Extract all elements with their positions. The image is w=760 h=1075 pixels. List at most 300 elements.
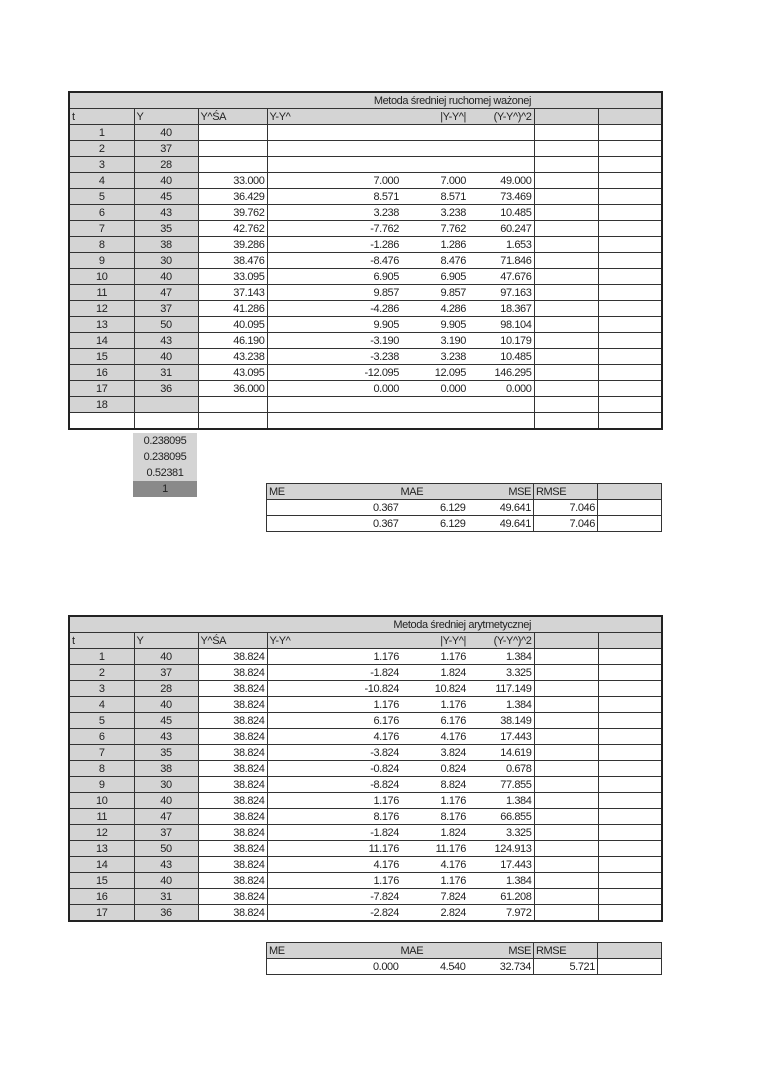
empty-cell[interactable]	[598, 841, 662, 857]
cell-squared-error[interactable]: 66.855	[468, 809, 534, 825]
cell-squared-error[interactable]: 1.384	[468, 793, 534, 809]
cell-abs-error[interactable]: 7.762	[401, 221, 468, 237]
cell-t[interactable]: 18	[69, 397, 134, 413]
cell-error[interactable]: 3.238	[267, 205, 401, 221]
cell-error[interactable]: -7.762	[267, 221, 401, 237]
cell-y[interactable]: 37	[134, 825, 198, 841]
cell-forecast[interactable]: 33.000	[198, 173, 267, 189]
cell-error[interactable]	[267, 141, 401, 157]
cell-y[interactable]: 43	[134, 729, 198, 745]
cell-forecast[interactable]: 42.762	[198, 221, 267, 237]
cell-squared-error[interactable]: 3.325	[468, 665, 534, 681]
cell-squared-error[interactable]: 73.469	[468, 189, 534, 205]
rmse-value[interactable]: 7.046	[534, 500, 598, 516]
cell-y[interactable]: 45	[134, 713, 198, 729]
cell-squared-error[interactable]: 1.653	[468, 237, 534, 253]
cell-forecast[interactable]: 38.824	[198, 825, 267, 841]
cell-y[interactable]: 28	[134, 681, 198, 697]
cell-y[interactable]: 40	[134, 173, 198, 189]
empty-cell[interactable]	[598, 516, 662, 532]
empty-cell[interactable]	[534, 681, 598, 697]
cell-y[interactable]: 40	[134, 125, 198, 141]
empty-cell[interactable]	[598, 333, 662, 349]
cell-y[interactable]: 40	[134, 649, 198, 665]
me-value[interactable]: 0.367	[267, 516, 401, 532]
cell-y[interactable]: 45	[134, 189, 198, 205]
empty-cell[interactable]	[598, 793, 662, 809]
cell-abs-error[interactable]: 8.476	[401, 253, 468, 269]
cell-t[interactable]: 14	[69, 333, 134, 349]
empty-cell[interactable]	[598, 825, 662, 841]
cell-squared-error[interactable]: 1.384	[468, 649, 534, 665]
empty-cell[interactable]	[598, 697, 662, 713]
cell-t[interactable]: 4	[69, 697, 134, 713]
cell-abs-error[interactable]: 8.824	[401, 777, 468, 793]
cell-forecast[interactable]: 36.429	[198, 189, 267, 205]
empty-cell[interactable]	[534, 809, 598, 825]
cell-squared-error[interactable]: 60.247	[468, 221, 534, 237]
cell-squared-error[interactable]	[468, 157, 534, 173]
cell-y[interactable]: 47	[134, 809, 198, 825]
cell-y[interactable]: 40	[134, 873, 198, 889]
cell-squared-error[interactable]	[468, 413, 534, 430]
cell-error[interactable]	[267, 125, 401, 141]
cell-abs-error[interactable]: 3.190	[401, 333, 468, 349]
cell-forecast[interactable]: 43.095	[198, 365, 267, 381]
cell-abs-error[interactable]: 11.176	[401, 841, 468, 857]
cell-abs-error[interactable]: 1.824	[401, 825, 468, 841]
cell-t[interactable]: 7	[69, 745, 134, 761]
cell-y[interactable]: 40	[134, 349, 198, 365]
cell-forecast[interactable]: 36.000	[198, 381, 267, 397]
cell-t[interactable]: 8	[69, 761, 134, 777]
empty-cell[interactable]	[598, 959, 662, 975]
cell-y[interactable]: 35	[134, 745, 198, 761]
empty-cell[interactable]	[598, 365, 662, 381]
cell-t[interactable]: 17	[69, 905, 134, 922]
cell-t[interactable]: 3	[69, 157, 134, 173]
empty-cell[interactable]	[534, 397, 598, 413]
cell-error[interactable]: 1.176	[267, 697, 401, 713]
cell-squared-error[interactable]: 117.149	[468, 681, 534, 697]
cell-abs-error[interactable]: 3.824	[401, 745, 468, 761]
rmse-value[interactable]: 5.721	[534, 959, 598, 975]
cell-abs-error[interactable]: 12.095	[401, 365, 468, 381]
cell-squared-error[interactable]: 38.149	[468, 713, 534, 729]
empty-cell[interactable]	[534, 761, 598, 777]
cell-y[interactable]: 37	[134, 665, 198, 681]
cell-squared-error[interactable]: 98.104	[468, 317, 534, 333]
cell-squared-error[interactable]: 10.485	[468, 349, 534, 365]
cell-abs-error[interactable]: 7.000	[401, 173, 468, 189]
cell-y[interactable]: 38	[134, 761, 198, 777]
cell-t[interactable]: 13	[69, 841, 134, 857]
empty-cell[interactable]	[534, 713, 598, 729]
cell-forecast[interactable]: 38.824	[198, 793, 267, 809]
cell-squared-error[interactable]: 71.846	[468, 253, 534, 269]
cell-abs-error[interactable]: 2.824	[401, 905, 468, 922]
cell-forecast[interactable]: 38.824	[198, 841, 267, 857]
empty-cell[interactable]	[534, 333, 598, 349]
cell-forecast[interactable]: 40.095	[198, 317, 267, 333]
cell-abs-error[interactable]: 1.176	[401, 649, 468, 665]
cell-y[interactable]: 37	[134, 141, 198, 157]
cell-error[interactable]: 8.571	[267, 189, 401, 205]
empty-cell[interactable]	[534, 793, 598, 809]
empty-cell[interactable]	[598, 809, 662, 825]
cell-error[interactable]: -3.190	[267, 333, 401, 349]
empty-cell[interactable]	[598, 349, 662, 365]
cell-t[interactable]: 11	[69, 809, 134, 825]
empty-cell[interactable]	[534, 413, 598, 430]
mae-value[interactable]: 6.129	[401, 500, 468, 516]
mae-value[interactable]: 4.540	[401, 959, 468, 975]
cell-abs-error[interactable]: 6.905	[401, 269, 468, 285]
cell-error[interactable]: -1.824	[267, 825, 401, 841]
cell-abs-error[interactable]: 1.176	[401, 873, 468, 889]
empty-cell[interactable]	[534, 205, 598, 221]
cell-squared-error[interactable]	[468, 397, 534, 413]
mse-value[interactable]: 49.641	[468, 500, 534, 516]
cell-forecast[interactable]	[198, 413, 267, 430]
empty-cell[interactable]	[534, 317, 598, 333]
empty-cell[interactable]	[534, 237, 598, 253]
cell-abs-error[interactable]: 7.824	[401, 889, 468, 905]
empty-cell[interactable]	[534, 697, 598, 713]
cell-squared-error[interactable]: 0.000	[468, 381, 534, 397]
cell-error[interactable]: -0.824	[267, 761, 401, 777]
cell-error[interactable]: 1.176	[267, 793, 401, 809]
cell-abs-error[interactable]: 1.824	[401, 665, 468, 681]
cell-y[interactable]: 47	[134, 285, 198, 301]
cell-forecast[interactable]: 38.824	[198, 697, 267, 713]
cell-t[interactable]: 9	[69, 253, 134, 269]
cell-t[interactable]: 6	[69, 729, 134, 745]
cell-forecast[interactable]: 38.824	[198, 681, 267, 697]
cell-abs-error[interactable]	[401, 397, 468, 413]
empty-cell[interactable]	[598, 889, 662, 905]
cell-abs-error[interactable]	[401, 413, 468, 430]
empty-cell[interactable]	[598, 285, 662, 301]
empty-cell[interactable]	[534, 253, 598, 269]
cell-error[interactable]: -7.824	[267, 889, 401, 905]
empty-cell[interactable]	[598, 745, 662, 761]
cell-abs-error[interactable]: 0.000	[401, 381, 468, 397]
cell-t[interactable]: 10	[69, 793, 134, 809]
cell-forecast[interactable]: 38.824	[198, 761, 267, 777]
cell-y[interactable]: 30	[134, 777, 198, 793]
cell-forecast[interactable]: 38.824	[198, 857, 267, 873]
cell-abs-error[interactable]: 3.238	[401, 205, 468, 221]
cell-squared-error[interactable]: 1.384	[468, 697, 534, 713]
empty-cell[interactable]	[598, 777, 662, 793]
cell-error[interactable]: -8.824	[267, 777, 401, 793]
cell-abs-error[interactable]: 0.824	[401, 761, 468, 777]
empty-cell[interactable]	[534, 285, 598, 301]
empty-cell[interactable]	[598, 665, 662, 681]
empty-cell[interactable]	[598, 253, 662, 269]
cell-t[interactable]: 1	[69, 125, 134, 141]
empty-cell[interactable]	[598, 205, 662, 221]
cell-abs-error[interactable]: 10.824	[401, 681, 468, 697]
cell-abs-error[interactable]: 8.571	[401, 189, 468, 205]
empty-cell[interactable]	[534, 777, 598, 793]
cell-error[interactable]: 4.176	[267, 729, 401, 745]
mse-value[interactable]: 49.641	[468, 516, 534, 532]
cell-y[interactable]: 40	[134, 269, 198, 285]
empty-cell[interactable]	[534, 301, 598, 317]
cell-forecast[interactable]: 37.143	[198, 285, 267, 301]
cell-forecast[interactable]: 38.824	[198, 745, 267, 761]
cell-y[interactable]: 40	[134, 697, 198, 713]
cell-abs-error[interactable]	[401, 157, 468, 173]
empty-cell[interactable]	[598, 141, 662, 157]
cell-squared-error[interactable]: 3.325	[468, 825, 534, 841]
cell-forecast[interactable]: 38.824	[198, 713, 267, 729]
cell-t[interactable]: 1	[69, 649, 134, 665]
empty-cell[interactable]	[534, 221, 598, 237]
cell-forecast[interactable]: 38.824	[198, 873, 267, 889]
cell-t[interactable]: 15	[69, 873, 134, 889]
empty-cell[interactable]	[598, 905, 662, 922]
cell-squared-error[interactable]: 14.619	[468, 745, 534, 761]
empty-cell[interactable]	[534, 173, 598, 189]
cell-squared-error[interactable]: 10.179	[468, 333, 534, 349]
cell-squared-error[interactable]: 77.855	[468, 777, 534, 793]
cell-t[interactable]: 10	[69, 269, 134, 285]
cell-t[interactable]	[69, 413, 134, 430]
cell-abs-error[interactable]: 4.176	[401, 857, 468, 873]
weight-cell[interactable]: 0.238095	[133, 449, 197, 465]
empty-cell[interactable]	[534, 381, 598, 397]
cell-t[interactable]: 3	[69, 681, 134, 697]
cell-error[interactable]	[267, 397, 401, 413]
cell-abs-error[interactable]: 1.176	[401, 793, 468, 809]
mse-value[interactable]: 32.734	[468, 959, 534, 975]
empty-cell[interactable]	[534, 649, 598, 665]
cell-squared-error[interactable]: 0.678	[468, 761, 534, 777]
empty-cell[interactable]	[598, 761, 662, 777]
cell-t[interactable]: 16	[69, 365, 134, 381]
me-value[interactable]: 0.367	[267, 500, 401, 516]
empty-cell[interactable]	[534, 889, 598, 905]
empty-cell[interactable]	[598, 681, 662, 697]
cell-error[interactable]: -12.095	[267, 365, 401, 381]
cell-abs-error[interactable]: 4.176	[401, 729, 468, 745]
cell-squared-error[interactable]: 47.676	[468, 269, 534, 285]
cell-error[interactable]: 7.000	[267, 173, 401, 189]
cell-forecast[interactable]: 38.824	[198, 777, 267, 793]
cell-y[interactable]: 36	[134, 905, 198, 922]
cell-error[interactable]: -3.238	[267, 349, 401, 365]
cell-y[interactable]: 30	[134, 253, 198, 269]
cell-forecast[interactable]: 41.286	[198, 301, 267, 317]
empty-cell[interactable]	[598, 873, 662, 889]
cell-t[interactable]: 16	[69, 889, 134, 905]
cell-squared-error[interactable]: 124.913	[468, 841, 534, 857]
empty-cell[interactable]	[534, 665, 598, 681]
empty-cell[interactable]	[598, 729, 662, 745]
weight-cell[interactable]: 1	[133, 481, 197, 497]
cell-t[interactable]: 2	[69, 665, 134, 681]
empty-cell[interactable]	[534, 141, 598, 157]
cell-y[interactable]: 43	[134, 857, 198, 873]
empty-cell[interactable]	[534, 841, 598, 857]
cell-error[interactable]: -1.286	[267, 237, 401, 253]
weight-cell[interactable]: 0.238095	[133, 433, 197, 449]
cell-y[interactable]: 38	[134, 237, 198, 253]
cell-forecast[interactable]: 38.824	[198, 649, 267, 665]
cell-forecast[interactable]: 43.238	[198, 349, 267, 365]
cell-abs-error[interactable]	[401, 141, 468, 157]
cell-t[interactable]: 7	[69, 221, 134, 237]
cell-error[interactable]: 1.176	[267, 873, 401, 889]
cell-squared-error[interactable]: 146.295	[468, 365, 534, 381]
cell-t[interactable]: 2	[69, 141, 134, 157]
cell-error[interactable]: 9.857	[267, 285, 401, 301]
empty-cell[interactable]	[598, 397, 662, 413]
empty-cell[interactable]	[598, 269, 662, 285]
cell-squared-error[interactable]: 49.000	[468, 173, 534, 189]
cell-y[interactable]: 37	[134, 301, 198, 317]
cell-error[interactable]	[267, 413, 401, 430]
empty-cell[interactable]	[598, 649, 662, 665]
cell-abs-error[interactable]: 1.176	[401, 697, 468, 713]
cell-error[interactable]: -10.824	[267, 681, 401, 697]
cell-error[interactable]: 0.000	[267, 381, 401, 397]
cell-forecast[interactable]	[198, 157, 267, 173]
cell-y[interactable]: 28	[134, 157, 198, 173]
cell-error[interactable]: -1.824	[267, 665, 401, 681]
cell-t[interactable]: 9	[69, 777, 134, 793]
me-value[interactable]: 0.000	[267, 959, 401, 975]
cell-error[interactable]: -8.476	[267, 253, 401, 269]
cell-squared-error[interactable]: 18.367	[468, 301, 534, 317]
cell-forecast[interactable]: 38.824	[198, 729, 267, 745]
empty-cell[interactable]	[534, 745, 598, 761]
empty-cell[interactable]	[534, 857, 598, 873]
empty-cell[interactable]	[598, 221, 662, 237]
empty-cell[interactable]	[534, 365, 598, 381]
empty-cell[interactable]	[534, 349, 598, 365]
cell-error[interactable]: 1.176	[267, 649, 401, 665]
mae-value[interactable]: 6.129	[401, 516, 468, 532]
cell-abs-error[interactable]	[401, 125, 468, 141]
cell-error[interactable]: 6.905	[267, 269, 401, 285]
cell-error[interactable]	[267, 157, 401, 173]
cell-forecast[interactable]: 38.824	[198, 889, 267, 905]
cell-forecast[interactable]	[198, 125, 267, 141]
cell-abs-error[interactable]: 1.286	[401, 237, 468, 253]
cell-error[interactable]: -4.286	[267, 301, 401, 317]
cell-forecast[interactable]: 39.286	[198, 237, 267, 253]
cell-y[interactable]	[134, 397, 198, 413]
cell-y[interactable]: 35	[134, 221, 198, 237]
cell-t[interactable]: 11	[69, 285, 134, 301]
cell-abs-error[interactable]: 8.176	[401, 809, 468, 825]
empty-cell[interactable]	[534, 873, 598, 889]
rmse-value[interactable]: 7.046	[534, 516, 598, 532]
empty-cell[interactable]	[534, 189, 598, 205]
empty-cell[interactable]	[534, 729, 598, 745]
cell-squared-error[interactable]: 7.972	[468, 905, 534, 922]
cell-t[interactable]: 5	[69, 713, 134, 729]
cell-y[interactable]: 31	[134, 889, 198, 905]
empty-cell[interactable]	[534, 905, 598, 922]
cell-forecast[interactable]: 38.824	[198, 665, 267, 681]
cell-error[interactable]: -3.824	[267, 745, 401, 761]
cell-abs-error[interactable]: 6.176	[401, 713, 468, 729]
weight-cell[interactable]: 0.52381	[133, 465, 197, 481]
cell-abs-error[interactable]: 9.857	[401, 285, 468, 301]
cell-y[interactable]: 43	[134, 333, 198, 349]
empty-cell[interactable]	[598, 381, 662, 397]
cell-squared-error[interactable]	[468, 125, 534, 141]
cell-t[interactable]: 8	[69, 237, 134, 253]
cell-error[interactable]: 6.176	[267, 713, 401, 729]
cell-forecast[interactable]: 38.824	[198, 809, 267, 825]
empty-cell[interactable]	[598, 237, 662, 253]
cell-forecast[interactable]	[198, 141, 267, 157]
cell-t[interactable]: 5	[69, 189, 134, 205]
empty-cell[interactable]	[598, 173, 662, 189]
cell-t[interactable]: 15	[69, 349, 134, 365]
empty-cell[interactable]	[598, 413, 662, 430]
cell-t[interactable]: 12	[69, 825, 134, 841]
cell-error[interactable]: 9.905	[267, 317, 401, 333]
empty-cell[interactable]	[598, 317, 662, 333]
empty-cell[interactable]	[534, 269, 598, 285]
cell-forecast[interactable]	[198, 397, 267, 413]
cell-forecast[interactable]: 38.824	[198, 905, 267, 922]
cell-abs-error[interactable]: 9.905	[401, 317, 468, 333]
cell-error[interactable]: 8.176	[267, 809, 401, 825]
empty-cell[interactable]	[534, 125, 598, 141]
cell-t[interactable]: 17	[69, 381, 134, 397]
cell-forecast[interactable]: 39.762	[198, 205, 267, 221]
empty-cell[interactable]	[534, 157, 598, 173]
cell-y[interactable]: 50	[134, 841, 198, 857]
cell-y[interactable]: 36	[134, 381, 198, 397]
cell-squared-error[interactable]: 97.163	[468, 285, 534, 301]
cell-forecast[interactable]: 33.095	[198, 269, 267, 285]
cell-forecast[interactable]: 46.190	[198, 333, 267, 349]
cell-t[interactable]: 6	[69, 205, 134, 221]
cell-squared-error[interactable]: 10.485	[468, 205, 534, 221]
empty-cell[interactable]	[598, 189, 662, 205]
cell-t[interactable]: 14	[69, 857, 134, 873]
cell-error[interactable]: 4.176	[267, 857, 401, 873]
empty-cell[interactable]	[598, 713, 662, 729]
empty-cell[interactable]	[598, 157, 662, 173]
cell-squared-error[interactable]: 1.384	[468, 873, 534, 889]
cell-y[interactable]: 40	[134, 793, 198, 809]
cell-forecast[interactable]: 38.476	[198, 253, 267, 269]
cell-squared-error[interactable]: 17.443	[468, 729, 534, 745]
empty-cell[interactable]	[598, 500, 662, 516]
cell-t[interactable]: 4	[69, 173, 134, 189]
cell-y[interactable]	[134, 413, 198, 430]
cell-abs-error[interactable]: 3.238	[401, 349, 468, 365]
empty-cell[interactable]	[534, 825, 598, 841]
cell-squared-error[interactable]: 61.208	[468, 889, 534, 905]
empty-cell[interactable]	[598, 125, 662, 141]
cell-error[interactable]: -2.824	[267, 905, 401, 922]
cell-y[interactable]: 50	[134, 317, 198, 333]
empty-cell[interactable]	[598, 301, 662, 317]
cell-t[interactable]: 12	[69, 301, 134, 317]
cell-y[interactable]: 43	[134, 205, 198, 221]
